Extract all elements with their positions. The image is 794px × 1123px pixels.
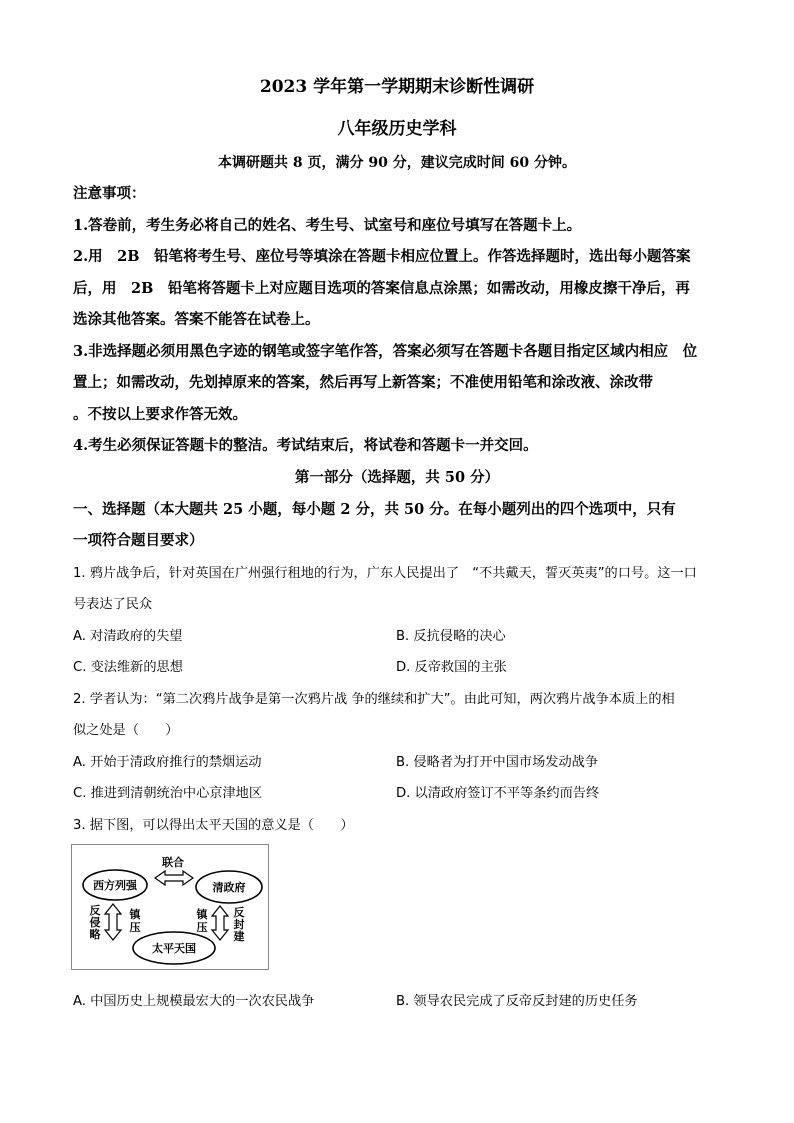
right-double-arrow: [212, 906, 228, 940]
label-union: 联合: [162, 856, 184, 869]
option-a: A. 对清政府的失望: [73, 629, 183, 644]
section-instructions: 一项符合题目要求）: [73, 532, 204, 549]
label-anti-invasion: 略: [89, 928, 101, 941]
node-west: 西方列强: [93, 879, 137, 892]
option-b: B. 领导农民完成了反帝反封建的历史任务: [396, 994, 638, 1009]
option-b: B. 侵略者为打开中国市场发动战争: [396, 755, 599, 770]
union-arrow: [155, 871, 193, 885]
part1-heading: 第一部分（选择题，共 50 分）: [294, 469, 500, 486]
label-anti-feudal: 封: [233, 918, 245, 931]
exam-title: 2023 学年第一学期期末诊断性调研: [259, 77, 535, 97]
option-a: A. 中国历史上规模最宏大的一次农民战争: [73, 994, 315, 1009]
question-stem: 1. 鸦片战争后，针对英国在广州强行租地的行为，广东人民提出了 “不共戴天，誓灭英夷”的口号。这一口: [73, 566, 697, 581]
notice-line: 3.非选择题必须用黑色字迹的钢笔或签字笔作答，答案必须写在答题卡各题目指定区域内相应 位: [73, 343, 698, 360]
label-anti-invasion: 侵: [89, 916, 101, 929]
label-suppress-left: 压: [129, 921, 141, 934]
question-stem: 似之处是（ ）: [73, 723, 179, 738]
question-stem: 3. 据下图，可以得出太平天国的意义是（ ）: [73, 818, 354, 833]
label-anti-feudal: 建: [233, 930, 245, 943]
left-double-arrow: [105, 904, 121, 940]
option-c: C. 推进到清朝统治中心京津地区: [73, 786, 263, 801]
option-c: C. 变法维新的思想: [73, 660, 183, 675]
label-suppress-right: 镇: [196, 908, 208, 921]
option-d: D. 以清政府签订不平等条约而告终: [396, 786, 600, 801]
option-a: A. 开始于清政府推行的禁烟运动: [73, 755, 262, 770]
label-suppress-right: 压: [196, 921, 208, 934]
notice-line: 选涂其他答案。答案不能答在试卷上。: [73, 311, 320, 328]
question-stem: 号表达了民众: [73, 597, 153, 612]
notice-heading: 注意事项：: [73, 185, 146, 202]
label-anti-invasion: 反: [89, 904, 101, 917]
node-taiping: 太平天国: [152, 942, 196, 955]
label-anti-feudal: 反: [233, 906, 245, 919]
exam-subject: 八年级历史学科: [337, 119, 457, 139]
notice-line: 4.考生必须保证答题卡的整洁。考试结束后，将试卷和答题卡一并交回。: [73, 437, 538, 454]
exam-info: 本调研题共 8 页，满分 90 分，建议完成时间 60 分钟。: [218, 155, 576, 171]
option-b: B. 反抗侵略的决心: [396, 629, 506, 644]
notice-line: 后，用 2B 铅笔将答题卡上对应题目选项的答案信息点涂黑；如需改动，用橡皮擦干净后，再: [73, 280, 690, 297]
node-qing: 清政府: [212, 881, 246, 894]
notice-line: 置上；如需改动，先划掉原来的答案，然后再写上新答案；不准使用铅笔和涂改液、涂改带: [73, 374, 653, 391]
section-instructions: 一、选择题（本大题共 25 小题，每小题 2 分，共 50 分。在每小题列出的四个选项中，只有: [73, 501, 676, 518]
label-suppress-left: 镇: [129, 908, 141, 921]
option-d: D. 反帝救国的主张: [396, 660, 507, 675]
taiping-relations-diagram: [71, 844, 269, 970]
notice-line: 2.用 2B 铅笔将考生号、座位号等填涂在答题卡相应位置上。作答选择题时，选出每小题答案: [73, 248, 691, 265]
notice-line: 。不按以上要求作答无效。: [73, 406, 247, 423]
question-stem: 2. 学者认为：“第二次鸦片战争是第一次鸦片战 争的继续和扩大”。由此可知，两次鸦片战争本质上的相: [73, 692, 675, 707]
notice-line: 1.答卷前，考生务必将自己的姓名、考生号、试室号和座位号填写在答题卡上。: [73, 217, 582, 234]
